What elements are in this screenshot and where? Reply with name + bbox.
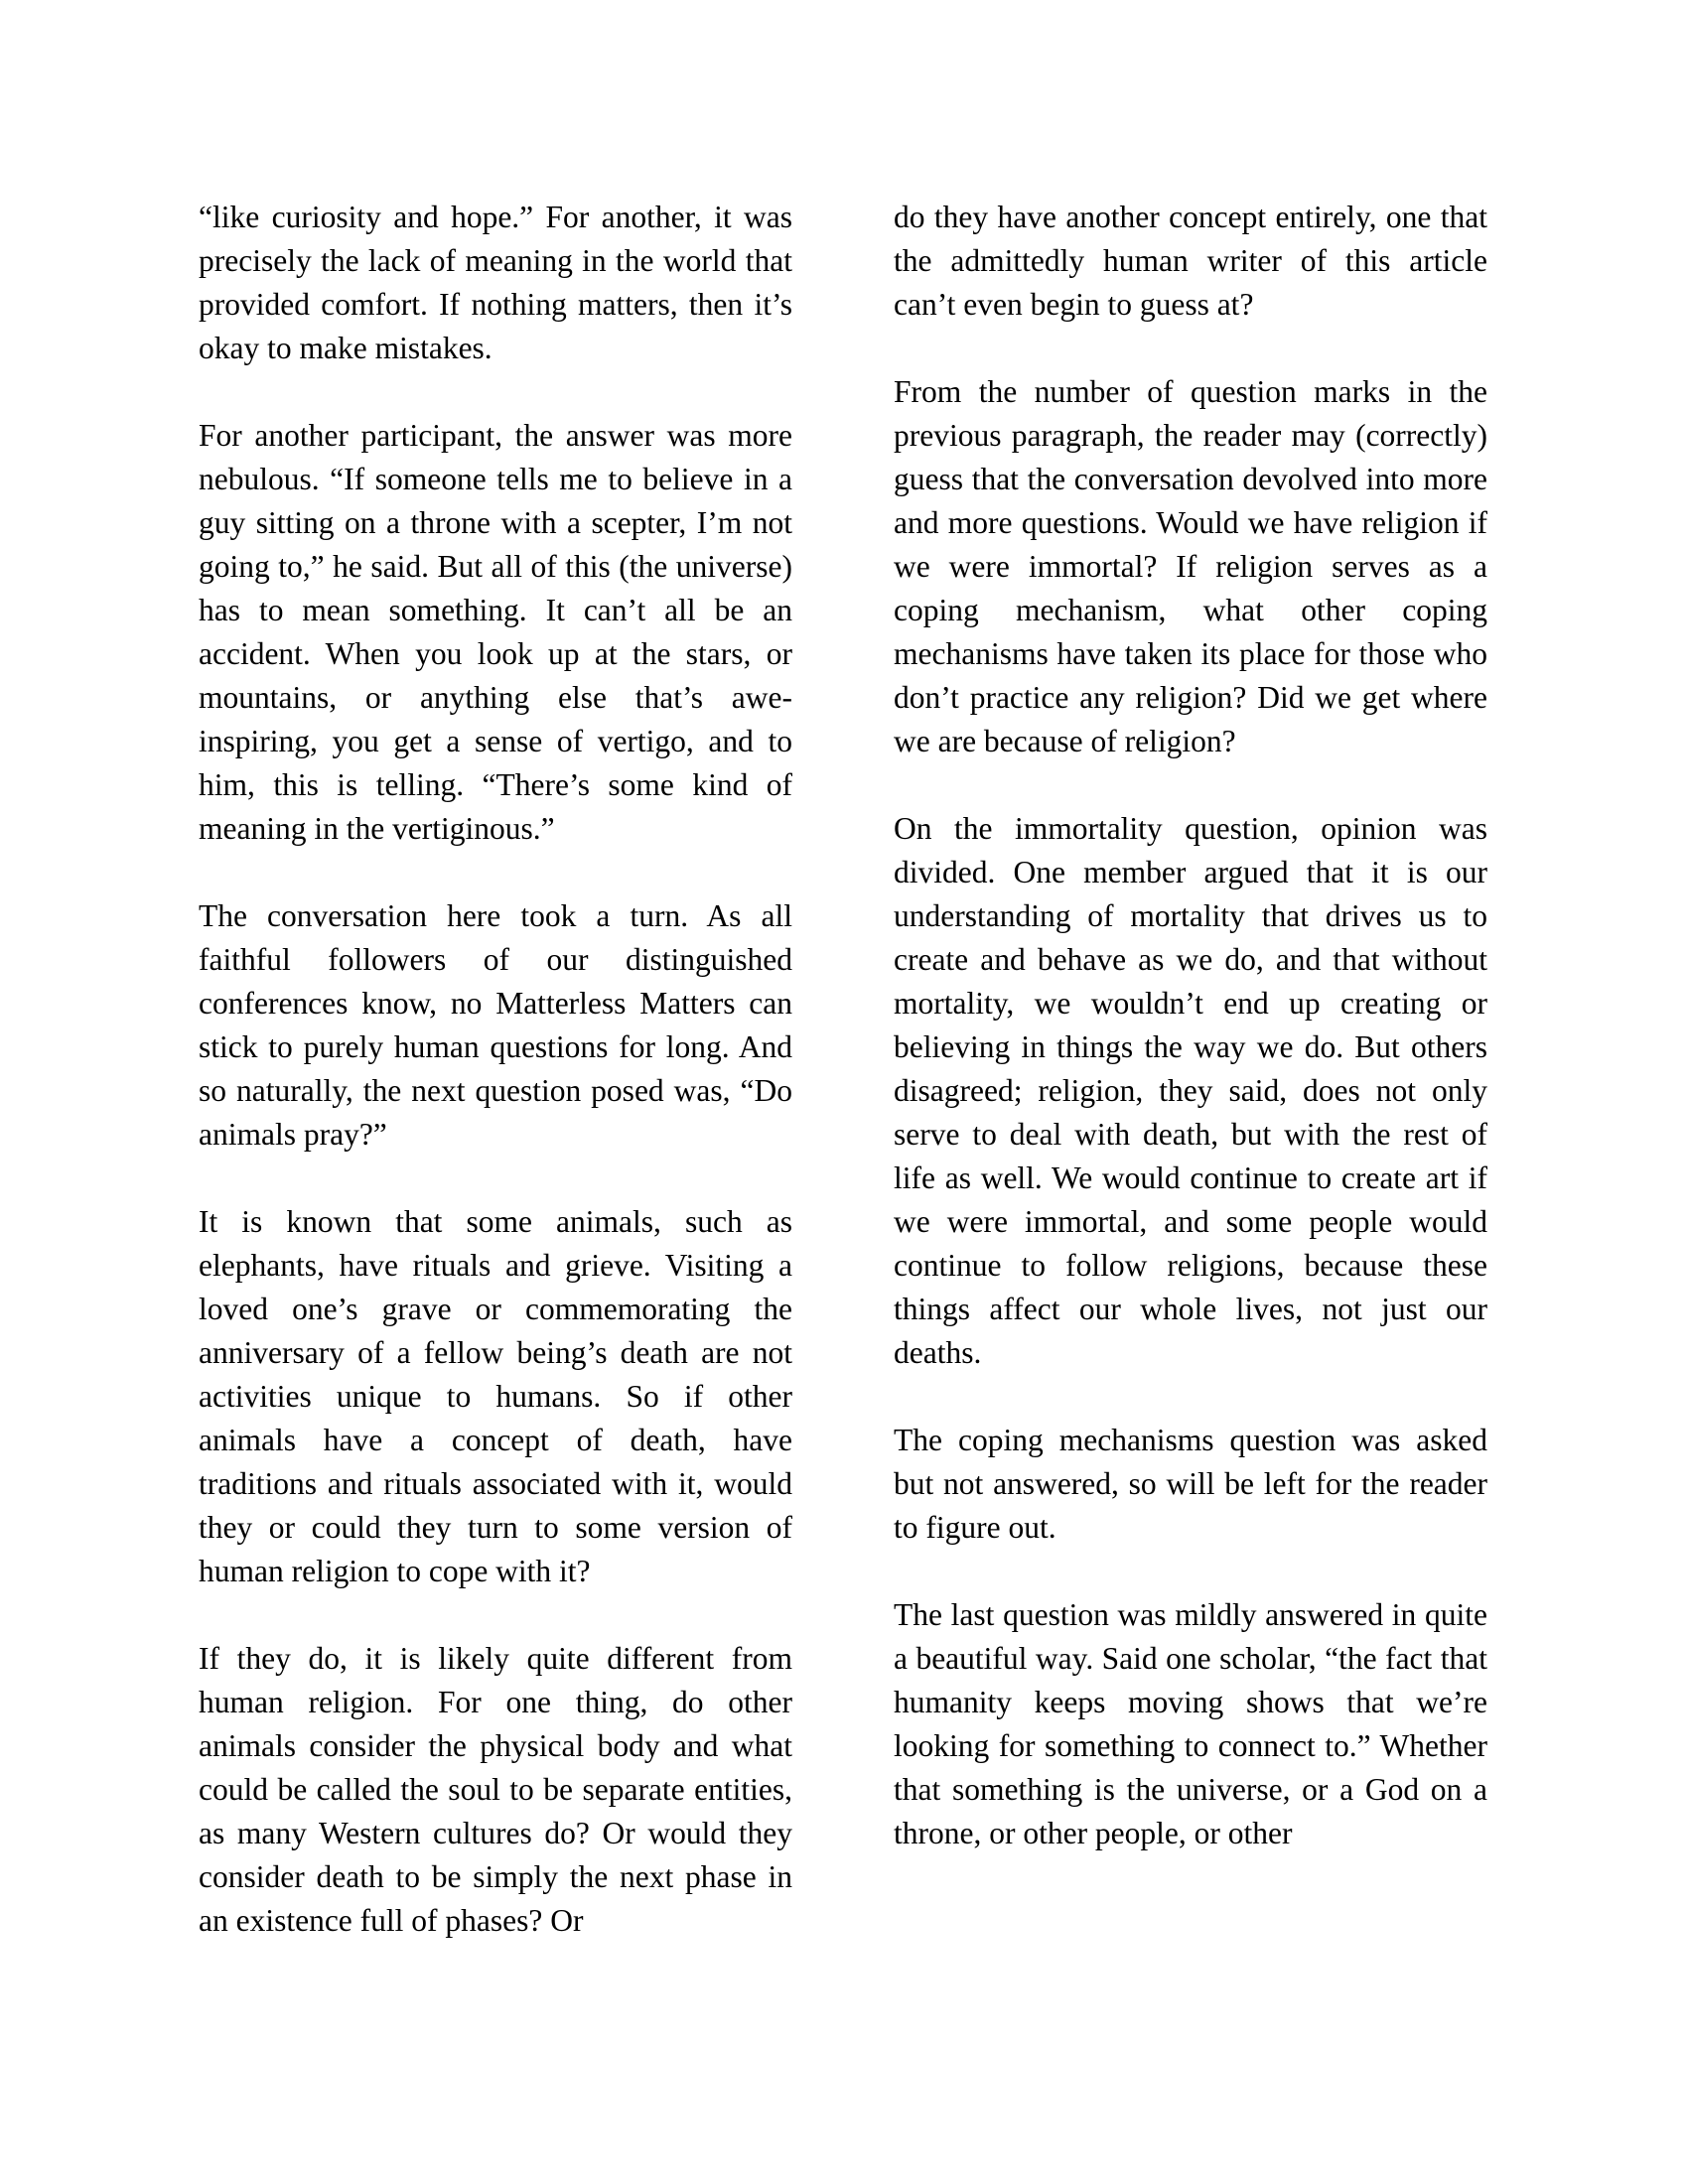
paragraph: From the number of question marks in the previous paragraph, the reader may (correctly) guess that the conversation devolved into more and more questions. Would we have religion if we were immortal? If religion serves as a coping mechanism, what other coping mechanisms have taken its place for those who don’t practice any religion? Did we get where we are because of religion? xyxy=(894,374,1487,758)
paragraph: If they do, it is likely quite different from human religion. For one thing, do other animals consider the physical body and what could be called the soul to be separate entities, as many Western cultures do? Or would they consider death to be simply the next phase in an existence full of phases? Or xyxy=(199,1641,792,1938)
paragraph: do they have another concept entirely, one that the admittedly human writer of this article can’t even begin to guess at? xyxy=(894,200,1487,322)
paragraph: “like curiosity and hope.” For another, it was precisely the lack of meaning in the world that provided comfort. If nothing matters, then it’s okay to make mistakes. xyxy=(199,200,792,365)
paragraph: The conversation here took a turn. As all faithful followers of our distinguished conferences know, no Matterless Matters can stick to purely human questions for long. And so naturally, the next question posed was, “Do animals pray?” xyxy=(199,898,792,1152)
paragraph: It is known that some animals, such as elephants, have rituals and grieve. Visiting a loved one’s grave or commemorating the anniversary of a fellow being’s death are not activities unique to humans. So if other animals have a concept of death, have traditions and rituals associated with it, would they or could they turn to some version of human religion to cope with it? xyxy=(199,1204,792,1588)
paragraph: The last question was mildly answered in quite a beautiful way. Said one scholar, “the fact that humanity keeps moving shows that we’re looking for something to connect to.” Whether that something is the universe, or a God on a throne, or other people, or other xyxy=(894,1597,1487,1850)
right-column xyxy=(894,196,1487,1855)
left-column xyxy=(199,196,792,1943)
paragraph: For another participant, the answer was more nebulous. “If someone tells me to believe in a guy sitting on a throne with a scepter, I’m not going to,” he said. But all of this (the universe) has to mean something. It can’t all be an accident. When you look up at the stars, or mountains, or anything else that’s awe-inspiring, you get a sense of vertigo, and to him, this is telling. “There’s some kind of meaning in the vertiginous.” xyxy=(199,418,792,846)
paragraph: On the immortality question, opinion was divided. One member argued that it is our understanding of mortality that drives us to create and behave as we do, and that without mortality, we wouldn’t end up creating or believing in things the way we do. But others disagreed; religion, they said, does not only serve to deal with death, but with the rest of life as well. We would continue to create art if we were immortal, and some people would continue to follow religions, because these things affect our whole lives, not just our deaths. xyxy=(894,811,1487,1370)
paragraph: The coping mechanisms question was asked but not answered, so will be left for the reader to figure out. xyxy=(894,1423,1487,1545)
